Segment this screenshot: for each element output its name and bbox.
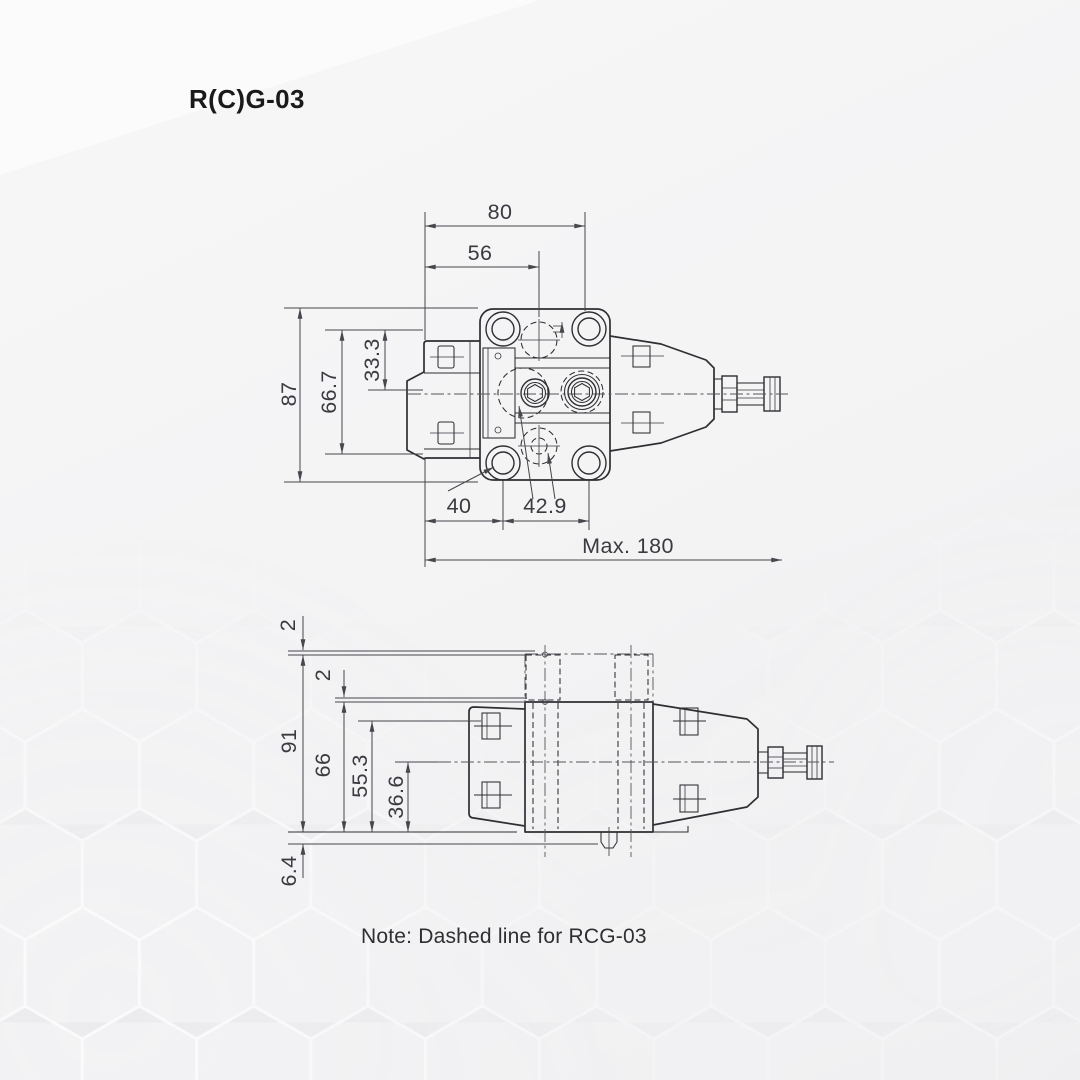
valve-body-side xyxy=(525,702,653,832)
dim-label-max-180: Max. 180 xyxy=(582,534,674,558)
hidden-drillings xyxy=(533,703,644,829)
extension-lines-side-view xyxy=(288,651,535,762)
dim-label-80: 80 xyxy=(487,200,513,224)
top-view-drawing xyxy=(277,200,788,567)
spring-cover-side xyxy=(653,704,758,832)
dim-label-56: 56 xyxy=(467,241,493,265)
mounting-bolt-holes xyxy=(486,312,606,480)
hidden-port-circles xyxy=(498,319,603,467)
model-title: R(C)G-03 xyxy=(189,84,305,114)
rcg03-dashed-outline xyxy=(525,652,653,705)
mounting-bracket xyxy=(407,341,480,459)
adjustment-screw-side xyxy=(758,746,822,779)
drawing-note: Note: Dashed line for RCG-03 xyxy=(361,925,647,948)
dim-label-87: 87 xyxy=(277,381,301,407)
dim-label-6-4: 6.4 xyxy=(277,855,301,887)
dim-label-36-6: 36.6 xyxy=(384,775,408,819)
dim-label-2-inner: 2 xyxy=(311,668,335,682)
vent-arrow-marker xyxy=(553,322,562,338)
dim-label-42-9: 42.9 xyxy=(523,494,567,518)
dim-label-2-top: 2 xyxy=(276,618,300,632)
nameplate xyxy=(483,348,515,438)
dim-label-33-3: 33.3 xyxy=(360,338,384,382)
spring-cover xyxy=(610,336,714,451)
dim-label-40: 40 xyxy=(446,494,472,518)
dim-label-55-3: 55.3 xyxy=(348,754,372,798)
mounting-flange-side xyxy=(469,707,525,826)
side-view-drawing xyxy=(276,616,834,887)
dim-label-66-7: 66.7 xyxy=(317,370,341,414)
hex-socket-ports xyxy=(521,375,600,410)
dim-label-91: 91 xyxy=(277,728,301,754)
dimensions-side-view xyxy=(276,616,408,887)
dim-label-66: 66 xyxy=(311,752,335,778)
